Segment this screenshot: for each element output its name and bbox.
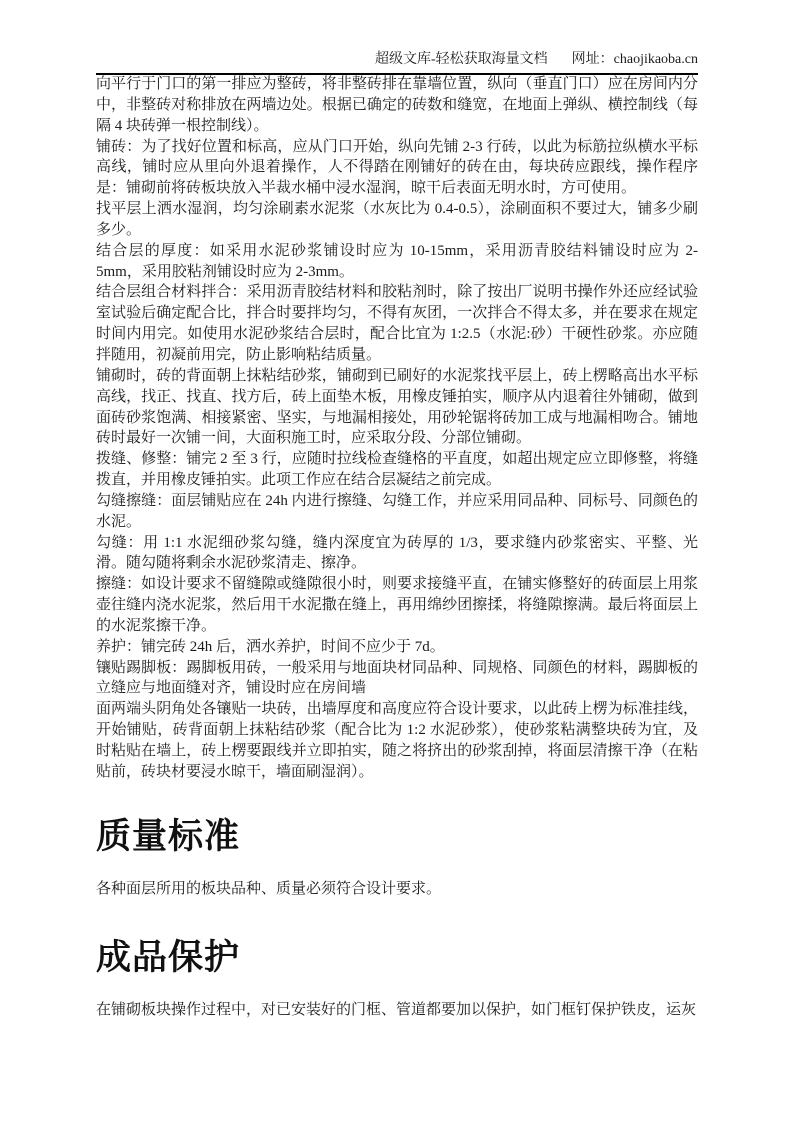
section-paragraph: 各种面层所用的板块品种、质量必须符合设计要求。 [96, 880, 442, 897]
document-content [96, 74, 698, 1020]
header-brand-text: 超级文库-轻松获取海量文档 [374, 52, 548, 67]
body-paragraph: 拨缝、修整：铺完 2 至 3 行，应随时拉线检查缝格的平直度，如超出规定应立即修整，将缝拨直，并用橡皮锤拍实。此项工作应在结合层凝结之前完成。 [96, 451, 698, 489]
body-paragraph: 镶贴踢脚板：踢脚板用砖，一般采用与地面块材同品种、同规格、同颜色的材料，踢脚板的立缝应与地面缝对齐，铺设时应在房间墙 [96, 659, 698, 697]
body-paragraph: 铺砌时，砖的背面朝上抹粘结砂浆，铺砌到已刷好的水泥浆找平层上，砖上楞略高出水平标高线，找正、找直、找方后，砖上面垫木板，用橡皮锤拍实，顺序从内退着往外铺砌，做到面砖砂浆饱满、相接紧密、坚实，与地漏相接处，用砂轮锯将砖加工成与地漏相吻合。铺地砖时最好一次铺一间，大面积施工时，应采取分段、分部位铺砌。 [96, 367, 698, 447]
header-url-text: chaojikaoba.cn [613, 52, 698, 67]
body-paragraph: 找平层上洒水湿润，均匀涂刷素水泥浆（水灰比为 0.4-0.5），涂刷面积不要过大，铺多少刷多少。 [96, 201, 698, 238]
body-paragraph: 勾缝擦缝：面层铺贴应在 24h 内进行擦缝、勾缝工作，并应采用同品种、同标号、同颜色的水泥。 [96, 492, 698, 530]
body-paragraph: 铺砖：为了找好位置和标高，应从门口开始，纵向先铺 2-3 行砖，以此为标筋拉纵横水平标高线，铺时应从里向外退着操作，人不得踏在刚铺好的砖在由，每块砖应跟线，操作程序是：铺砌前将砖板块放入半裁水桶中浸水湿润，晾干后表面无明水时，方可使用。 [96, 138, 698, 197]
header-url-label: 网址： [571, 52, 614, 67]
section-paragraph: 在铺砌板块操作过程中，对已安装好的门框、管道都要加以保护，如门框钉保护铁皮，运灰 [96, 1001, 697, 1018]
body-paragraph: 擦缝：如设计要求不留缝隙或缝隙很小时，则要求接缝平直，在铺实修整好的砖面层上用浆壶往缝内浇水泥浆，然后用干水泥撒在缝上，再用绵纱团擦揉，将缝隙擦满。最后将面层上的水泥浆擦干净。 [96, 576, 698, 634]
body-paragraph: 结合层的厚度：如采用水泥砂浆铺设时应为 10-15mm，采用沥青胶结料铺设时应为 2-5mm，采用胶粘剂铺设时应为 2-3mm。 [96, 242, 698, 280]
body-paragraph: 勾缝：用 1:1 水泥细砂浆勾缝，缝内深度宜为砖厚的 1/3，要求缝内砂浆密实、平整、光滑。随勾随将剩余水泥砂浆清走、擦净。 [96, 534, 698, 572]
page-header [96, 50, 698, 75]
body-paragraph: 养护：铺完砖 24h 后，洒水养护，时间不应少于 7d。 [96, 638, 445, 655]
body-paragraph: 面两端头阴角处各镶贴一块砖，出墙厚度和高度应符合设计要求，以此砖上楞为标准挂线，开始铺贴，砖背面朝上抹粘结砂浆（配合比为 1:2 水泥砂浆），使砂浆粘满整块砖为宜，及时粘贴在墙上，砖上楞要跟线并立即拍实，随之将挤出的砂浆刮掉，将面层清擦干净（在粘贴前，砖块材要浸水晾干，墙面刷湿润）。 [96, 701, 698, 780]
body-paragraph: 向平行于门口的第一排应为整砖，将非整砖排在靠墙位置，纵向（垂直门口）应在房间内分中，非整砖对称排放在两墙边处。根据已确定的砖数和缝宽，在地面上弹纵、横控制线（每隔 4 块砖弹一根控制线）。 [96, 76, 698, 134]
section-heading-quality-standard: 质量标准 [96, 816, 241, 856]
body-paragraph: 结合层组合材料拌合：采用沥青胶结材料和胶粘剂时，除了按出厂说明书操作外还应经试验室试验后确定配合比，拌合时要拌均匀，不得有灰团，一次拌合不得太多，并在要求在规定时间内用完。如使用水泥砂浆结合层时，配合比宜为 1:2.5（水泥:砂）干硬性砂浆。亦应随拌随用，初凝前用完，防止影响粘结质量。 [96, 284, 698, 363]
section-heading-finished-product-protection: 成品保护 [96, 937, 241, 977]
